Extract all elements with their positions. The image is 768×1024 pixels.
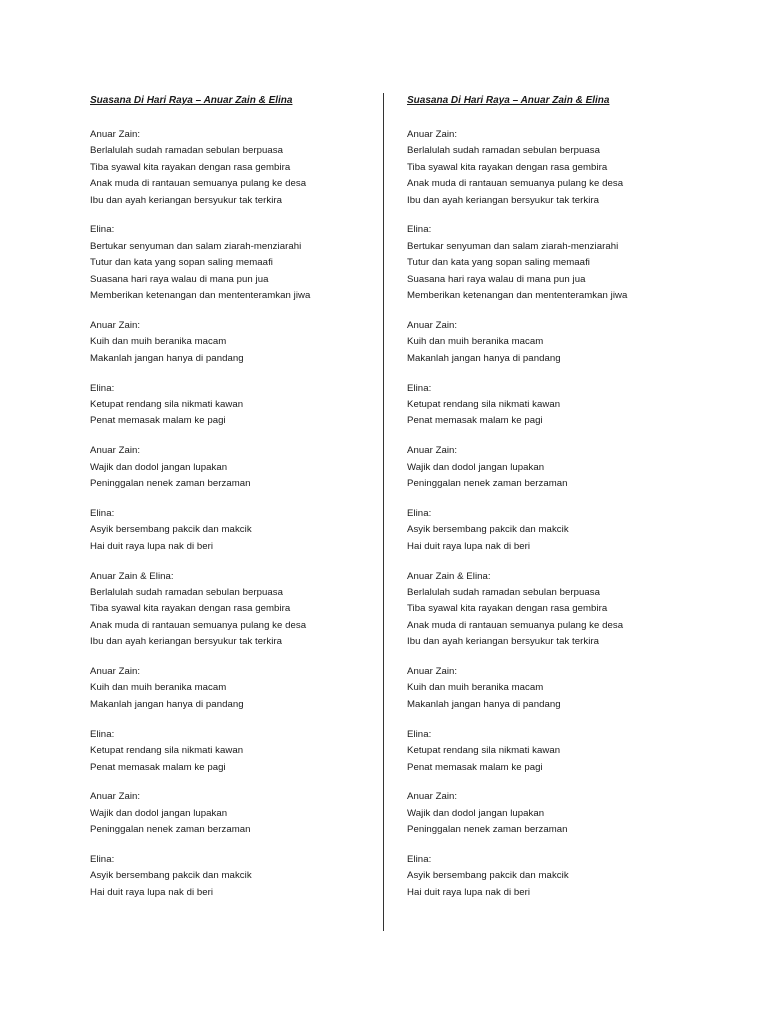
stanza	[407, 852, 707, 901]
lyrics-column-right	[407, 94, 707, 915]
stanza	[407, 506, 707, 555]
lyric-line: Berlalulah sudah ramadan sebulan berpuasa	[90, 145, 283, 157]
stanza	[407, 127, 707, 209]
lyric-line: Peninggalan nenek zaman berzaman	[407, 478, 568, 490]
lyric-line: Kuih dan muih beranika macam	[407, 336, 544, 348]
stanza	[407, 569, 707, 651]
lyric-line: Asyik bersembang pakcik dan makcik	[407, 870, 569, 882]
lyric-line: Makanlah jangan hanya di pandang	[90, 698, 244, 710]
singer-label: Anuar Zain:	[90, 319, 141, 331]
lyric-line: Asyik bersembang pakcik dan makcik	[90, 524, 252, 536]
stanza	[90, 852, 390, 901]
stanza	[90, 318, 390, 367]
singer-label: Anuar Zain:	[407, 791, 458, 803]
singer-label: Anuar Zain:	[407, 445, 458, 457]
stanza	[407, 664, 707, 713]
lyric-line: Ketupat rendang sila nikmati kawan	[407, 745, 561, 757]
lyric-line: Tiba syawal kita rayakan dengan rasa gembira	[407, 161, 608, 173]
lyric-line: Peninggalan nenek zaman berzaman	[90, 478, 251, 490]
singer-label: Anuar Zain:	[407, 129, 458, 140]
lyric-line: Suasana hari raya walau di mana pun jua	[407, 273, 586, 285]
lyric-line: Hai duit raya lupa nak di beri	[90, 886, 214, 898]
lyric-line: Anak muda di rantauan semuanya pulang ke desa	[407, 619, 624, 631]
singer-label: Elina:	[90, 382, 115, 394]
lyric-line: Ibu dan ayah keriangan bersyukur tak terkira	[90, 194, 283, 206]
lyric-line: Wajik dan dodol jangan lupakan	[407, 807, 545, 819]
singer-label: Anuar Zain:	[407, 319, 458, 331]
stanza	[90, 664, 390, 713]
stanza	[90, 443, 390, 492]
lyric-line: Ketupat rendang sila nikmati kawan	[90, 398, 244, 410]
singer-label: Anuar Zain:	[90, 129, 141, 140]
lyric-line: Anak muda di rantauan semuanya pulang ke desa	[90, 178, 307, 190]
singer-label: Elina:	[407, 854, 432, 866]
singer-label: Anuar Zain & Elina:	[407, 570, 491, 582]
stanza-list	[407, 127, 707, 901]
lyric-line: Hai duit raya lupa nak di beri	[407, 886, 531, 898]
stanza	[90, 222, 390, 304]
lyric-line: Memberikan ketenangan dan mententeramkan jiwa	[407, 290, 628, 302]
singer-label: Anuar Zain:	[90, 791, 141, 803]
lyric-line: Tutur dan kata yang sopan saling memaafi	[90, 257, 273, 269]
lyric-line: Memberikan ketenangan dan mententeramkan jiwa	[90, 290, 311, 302]
lyric-line: Makanlah jangan hanya di pandang	[90, 352, 244, 364]
lyric-line: Peninggalan nenek zaman berzaman	[90, 824, 251, 836]
lyric-line: Ibu dan ayah keriangan bersyukur tak terkira	[407, 194, 600, 206]
lyric-line: Kuih dan muih beranika macam	[90, 336, 227, 348]
singer-label: Elina:	[407, 507, 432, 519]
lyrics-column-left	[90, 94, 390, 915]
lyric-line: Kuih dan muih beranika macam	[407, 682, 544, 694]
lyric-line: Peninggalan nenek zaman berzaman	[407, 824, 568, 836]
lyric-line: Penat memasak malam ke pagi	[90, 761, 226, 773]
lyric-line: Tutur dan kata yang sopan saling memaafi	[407, 257, 590, 269]
singer-label: Elina:	[90, 507, 115, 519]
stanza	[407, 727, 707, 776]
lyric-line: Penat memasak malam ke pagi	[90, 415, 226, 427]
lyric-line: Wajik dan dodol jangan lupakan	[407, 461, 545, 473]
singer-label: Anuar Zain & Elina:	[90, 570, 174, 582]
singer-label: Elina:	[90, 854, 115, 866]
singer-label: Anuar Zain:	[90, 666, 141, 678]
lyric-line: Suasana hari raya walau di mana pun jua	[90, 273, 269, 285]
lyric-line: Wajik dan dodol jangan lupakan	[90, 807, 228, 819]
lyric-line: Ketupat rendang sila nikmati kawan	[407, 398, 561, 410]
singer-label: Anuar Zain:	[90, 445, 141, 457]
singer-label: Elina:	[407, 224, 432, 236]
stanza	[90, 727, 390, 776]
lyric-line: Tiba syawal kita rayakan dengan rasa gembira	[407, 603, 608, 615]
lyric-line: Berlalulah sudah ramadan sebulan berpuasa	[407, 145, 600, 157]
lyric-line: Ibu dan ayah keriangan bersyukur tak terkira	[407, 636, 600, 648]
lyric-line: Penat memasak malam ke pagi	[407, 415, 543, 427]
stanza	[407, 318, 707, 367]
lyric-line: Ibu dan ayah keriangan bersyukur tak terkira	[90, 636, 283, 648]
song-title: Suasana Di Hari Raya – Anuar Zain & Elina	[407, 95, 610, 106]
lyric-line: Berlalulah sudah ramadan sebulan berpuasa	[407, 586, 600, 598]
lyric-line: Anak muda di rantauan semuanya pulang ke desa	[90, 619, 307, 631]
singer-label: Elina:	[407, 382, 432, 394]
lyric-line: Bertukar senyuman dan salam ziarah-menziarahi	[90, 240, 302, 252]
stanza	[407, 789, 707, 838]
lyric-line: Makanlah jangan hanya di pandang	[407, 698, 561, 710]
lyric-line: Penat memasak malam ke pagi	[407, 761, 543, 773]
stanza	[90, 506, 390, 555]
lyric-line: Asyik bersembang pakcik dan makcik	[90, 870, 252, 882]
song-title: Suasana Di Hari Raya – Anuar Zain & Elina	[90, 95, 293, 106]
lyric-line: Wajik dan dodol jangan lupakan	[90, 461, 228, 473]
singer-label: Elina:	[407, 728, 432, 740]
singer-label: Anuar Zain:	[407, 666, 458, 678]
lyric-line: Tiba syawal kita rayakan dengan rasa gembira	[90, 603, 291, 615]
stanza	[90, 789, 390, 838]
stanza	[90, 381, 390, 430]
lyric-line: Makanlah jangan hanya di pandang	[407, 352, 561, 364]
lyric-line: Kuih dan muih beranika macam	[90, 682, 227, 694]
stanza	[90, 127, 390, 209]
stanza	[90, 569, 390, 651]
lyric-line: Ketupat rendang sila nikmati kawan	[90, 745, 244, 757]
stanza	[407, 222, 707, 304]
singer-label: Elina:	[90, 728, 115, 740]
column-divider	[383, 93, 384, 931]
singer-label: Elina:	[90, 224, 115, 236]
stanza-list	[90, 127, 390, 901]
lyric-line: Berlalulah sudah ramadan sebulan berpuasa	[90, 586, 283, 598]
lyric-line: Tiba syawal kita rayakan dengan rasa gembira	[90, 161, 291, 173]
lyric-line: Hai duit raya lupa nak di beri	[90, 540, 214, 552]
lyric-line: Bertukar senyuman dan salam ziarah-menziarahi	[407, 240, 619, 252]
lyric-line: Anak muda di rantauan semuanya pulang ke desa	[407, 178, 624, 190]
lyric-line: Asyik bersembang pakcik dan makcik	[407, 524, 569, 536]
lyric-line: Hai duit raya lupa nak di beri	[407, 540, 531, 552]
stanza	[407, 381, 707, 430]
stanza	[407, 443, 707, 492]
